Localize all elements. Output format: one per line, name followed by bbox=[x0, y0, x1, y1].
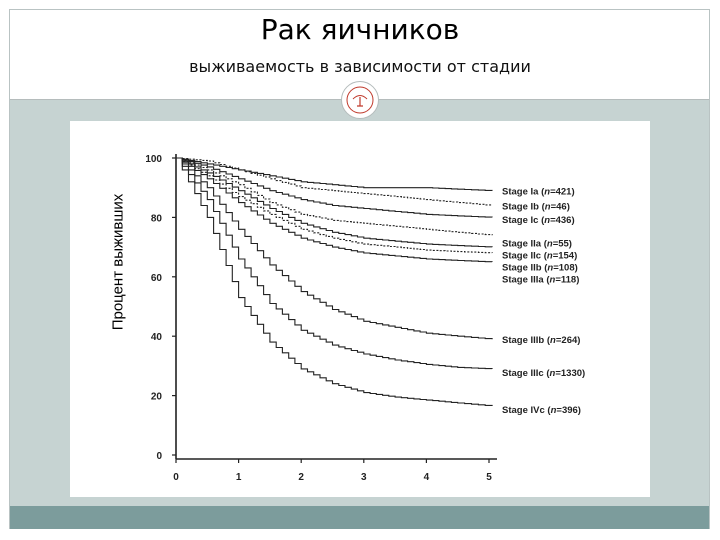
footer-bar bbox=[10, 506, 709, 529]
legend-label-9: Stage IIIc (n=1330) bbox=[502, 367, 586, 379]
y-axis-label: Процент выживших bbox=[109, 193, 127, 331]
y-tick-label: 80 bbox=[150, 213, 162, 225]
legend-label-5: Stage IIc (n=154) bbox=[502, 250, 578, 262]
series-line-7 bbox=[176, 158, 492, 262]
x-tick-label: 5 bbox=[486, 472, 492, 483]
y-tick-label: 0 bbox=[156, 451, 162, 462]
series-line-3 bbox=[176, 158, 492, 217]
slide-title: Рак яичников bbox=[260, 13, 460, 46]
emblem-logo-icon bbox=[341, 81, 379, 119]
legend-label-4: Stage IIa (n=55) bbox=[502, 238, 572, 250]
y-tick-label: 20 bbox=[150, 391, 162, 403]
y-tick-label: 100 bbox=[145, 154, 162, 165]
series-line-10 bbox=[176, 158, 492, 406]
x-tick-label: 1 bbox=[235, 472, 242, 483]
series-line-9 bbox=[176, 158, 492, 369]
legend-label-2: Stage Ib (n=46) bbox=[502, 201, 570, 213]
y-tick-label: 40 bbox=[150, 332, 162, 344]
x-tick-label: 4 bbox=[423, 472, 430, 483]
slide-subtitle: выживаемость в зависимости от стадии bbox=[189, 57, 531, 76]
survival-chart bbox=[70, 121, 650, 497]
x-tick-label: 0 bbox=[173, 472, 179, 483]
chart-panel bbox=[70, 121, 650, 497]
x-tick-label: 3 bbox=[361, 472, 367, 483]
legend-label-1: Stage Ia (n=421) bbox=[502, 186, 575, 198]
series-line-2 bbox=[176, 158, 492, 206]
legend-label-8: Stage IIIb (n=264) bbox=[502, 335, 581, 347]
series-line-1 bbox=[176, 158, 492, 191]
legend-label-10: Stage IVc (n=396) bbox=[502, 404, 581, 416]
y-tick-label: 60 bbox=[150, 272, 162, 284]
legend-label-6: Stage IIb (n=108) bbox=[502, 262, 578, 274]
legend-label-3: Stage Ic (n=436) bbox=[502, 214, 575, 226]
legend-label-7: Stage IIIa (n=118) bbox=[502, 274, 580, 286]
x-tick-label: 2 bbox=[298, 472, 304, 483]
